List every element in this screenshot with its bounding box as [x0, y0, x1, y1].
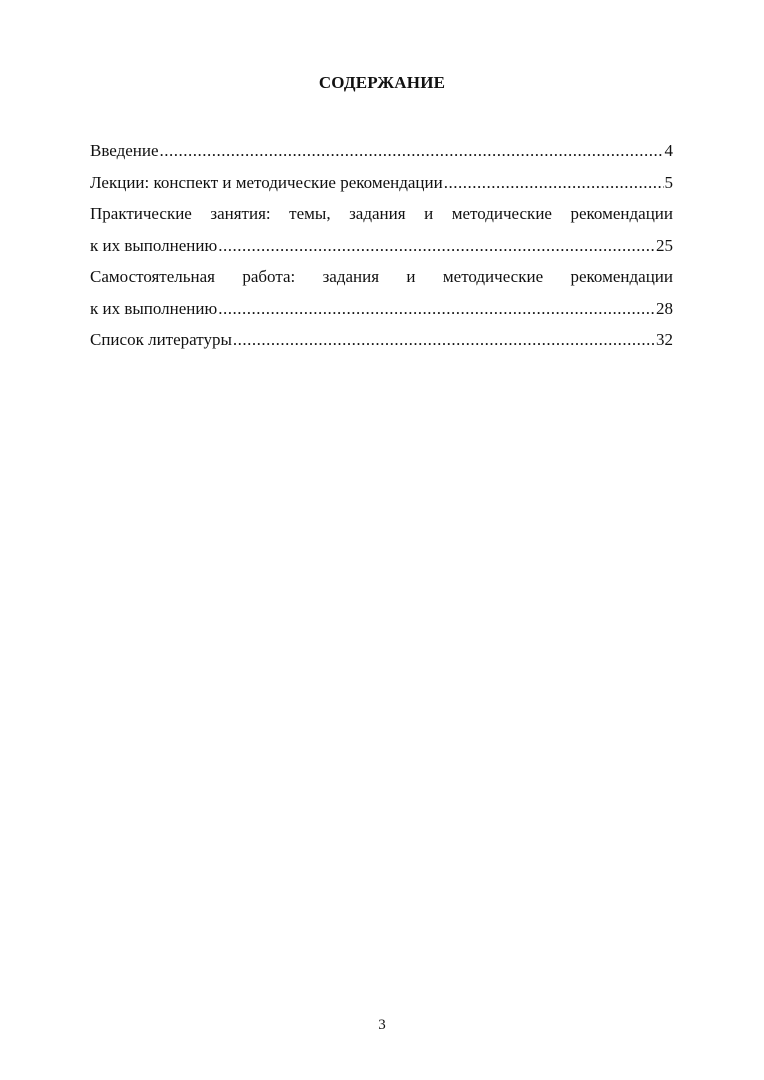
page-title: СОДЕРЖАНИЕ: [318, 73, 446, 92]
toc-entry-label-line1: Практические занятия: темы, задания и методические рекомендации: [90, 204, 673, 223]
toc-entry-label-line2: к их выполнению: [90, 235, 218, 255]
toc-entry-label: Введение: [90, 141, 159, 160]
toc-entry-label: Лекции: конспект и методические рекомендации: [90, 172, 443, 192]
toc-entry-page: 25: [656, 235, 673, 255]
toc-entry-introduction[interactable]: [90, 135, 673, 167]
toc-entry-page: 4: [664, 141, 673, 160]
toc-entry-label-line2-row: [90, 230, 673, 262]
toc-entry-label-line1: Самостоятельная работа: задания и методические рекомендации: [90, 267, 673, 286]
toc-entry-label-line2: к их выполнению: [90, 298, 218, 318]
toc-entry-page: 28: [656, 298, 673, 318]
toc-entry-practical[interactable]: [90, 198, 673, 261]
dot-leader: [160, 135, 664, 167]
table-of-contents: [90, 135, 673, 356]
toc-entry-lectures[interactable]: [90, 167, 673, 199]
toc-entry-label-line2-row: [90, 293, 673, 325]
dot-leader: [218, 293, 655, 325]
toc-entry-label: Список литературы: [90, 330, 232, 349]
dot-leader: [444, 167, 664, 199]
dot-leader: [233, 324, 655, 356]
dot-leader: [218, 230, 655, 262]
toc-entry-references[interactable]: [90, 324, 673, 356]
toc-entry-page: 5: [664, 172, 673, 192]
page-number: 3: [378, 1017, 386, 1033]
toc-entry-page: 32: [656, 330, 673, 349]
toc-entry-independent-work[interactable]: [90, 261, 673, 324]
